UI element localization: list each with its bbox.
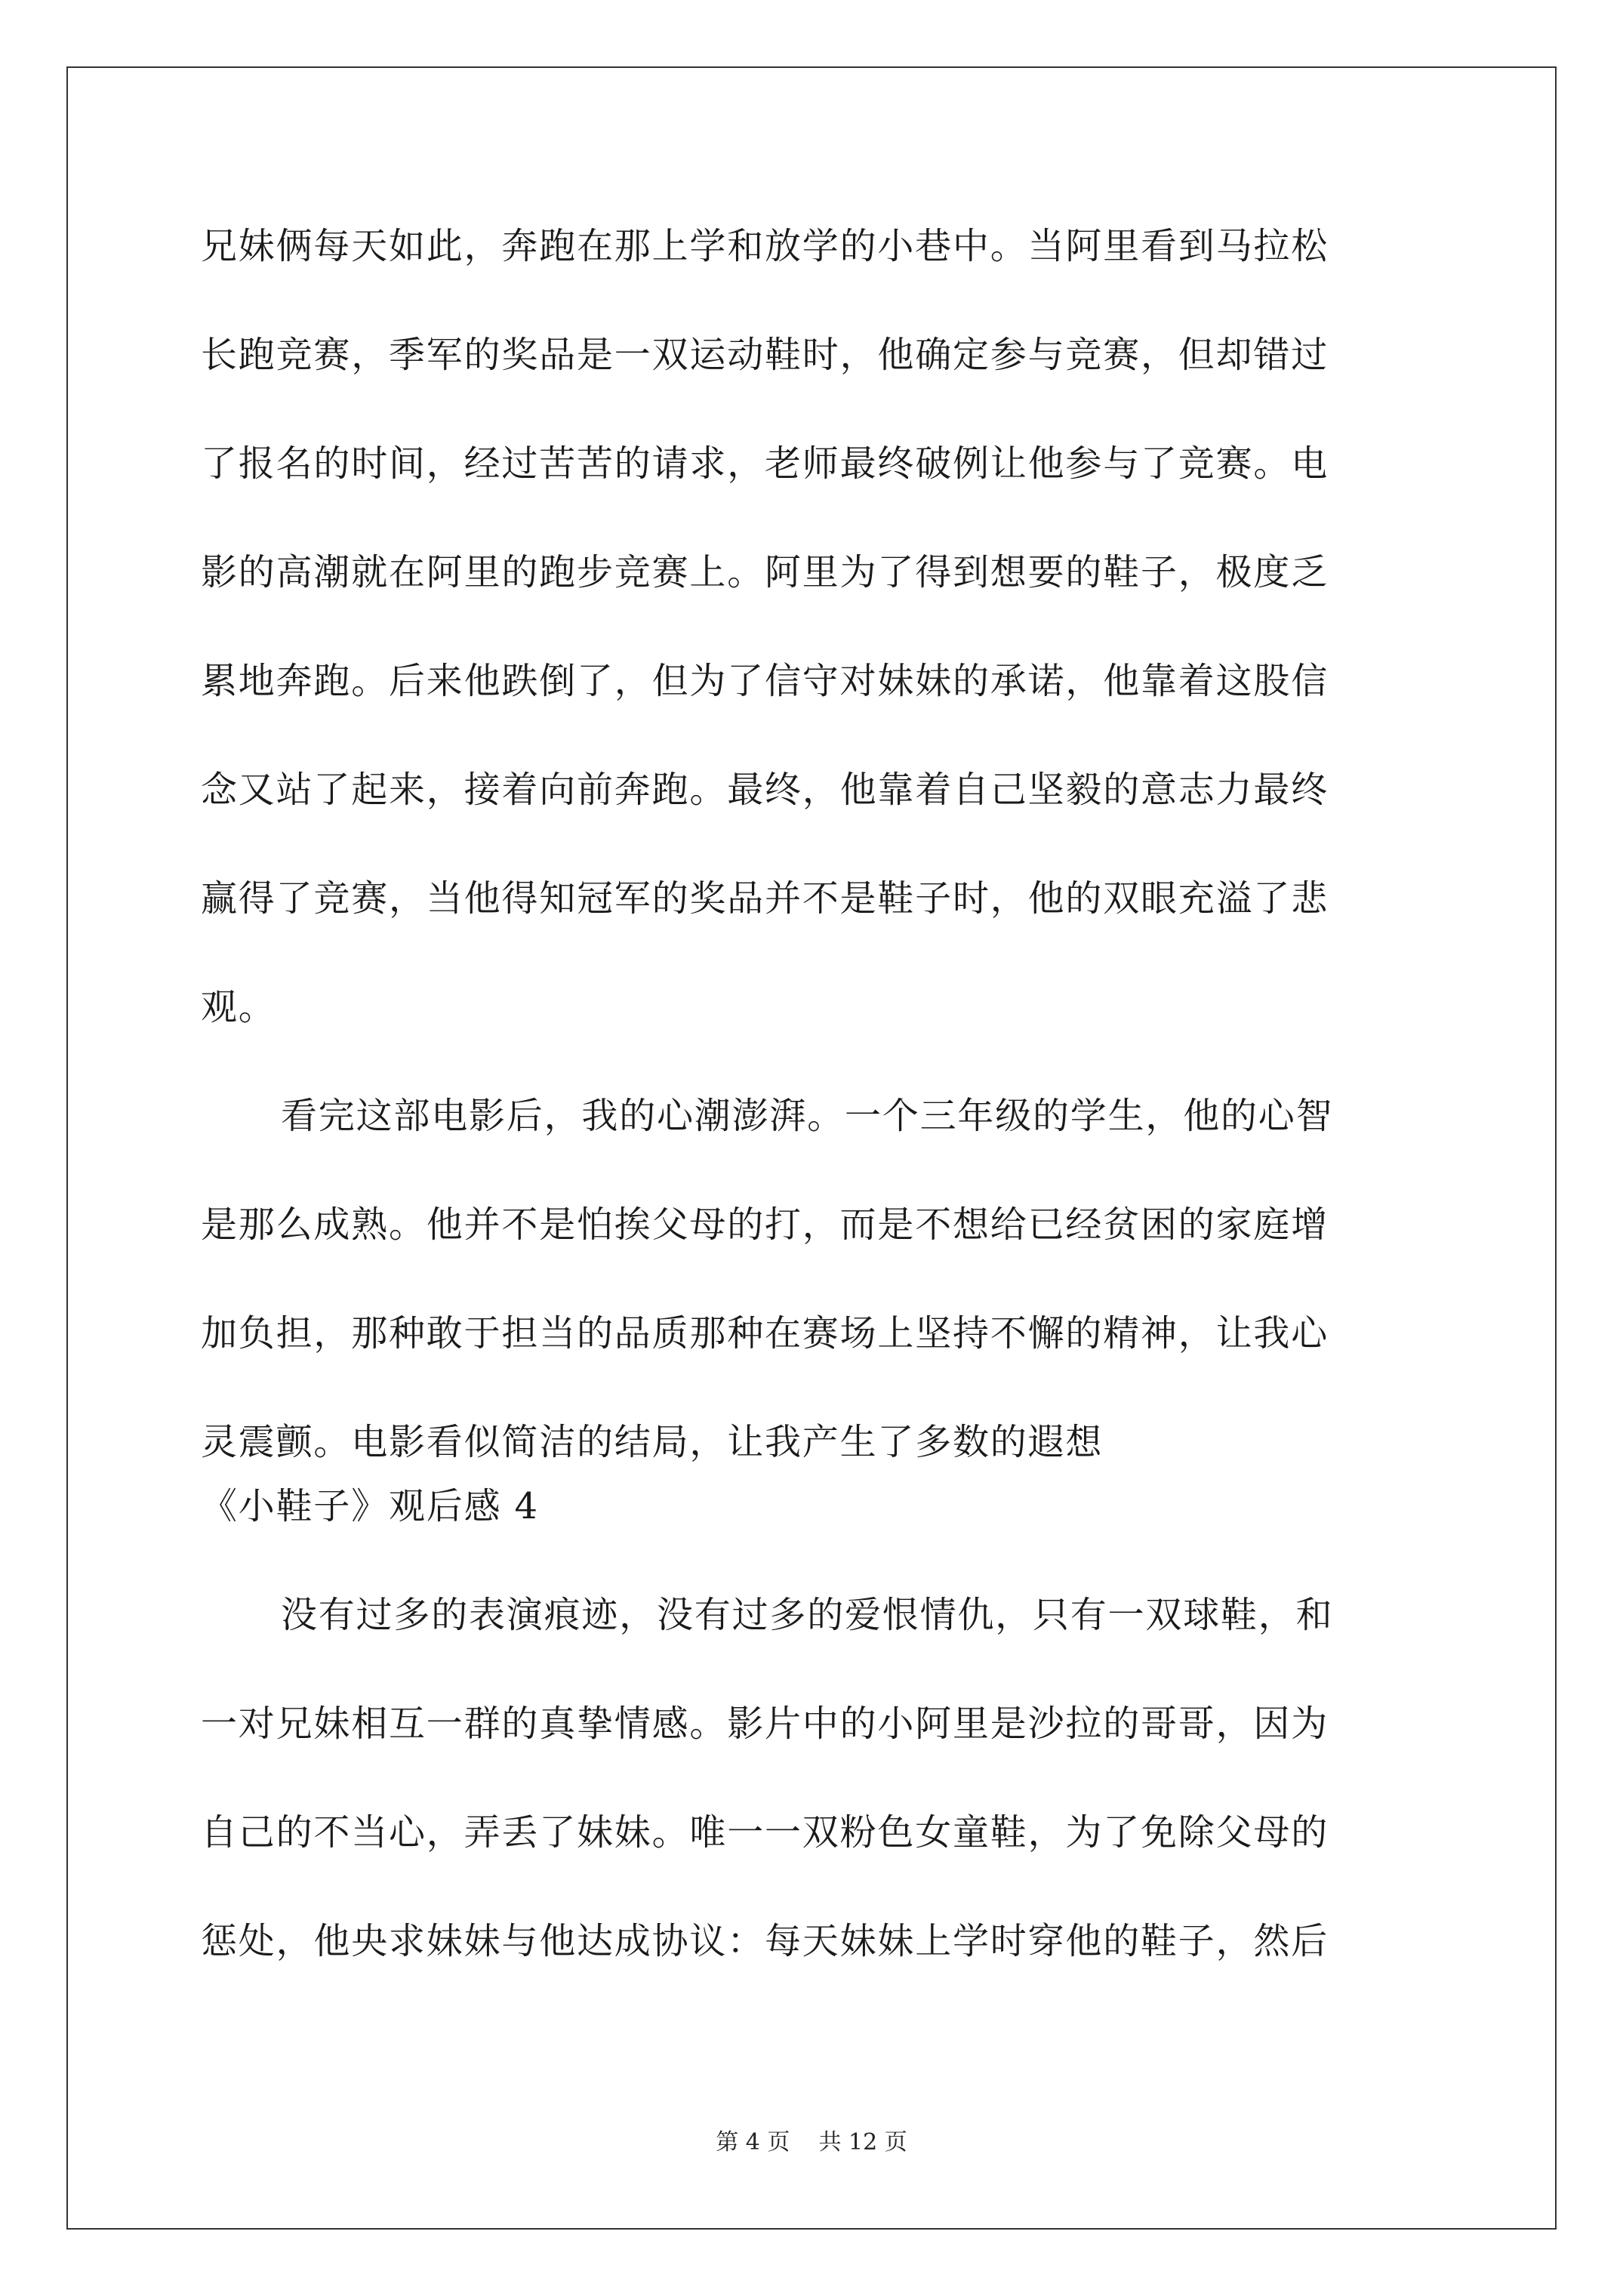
paragraph-review-4 [201, 1588, 1433, 1969]
text-line: 自己的不当心，弄丢了妹妹。唯一一双粉色女童鞋，为了免除父母的 [201, 1811, 1329, 1854]
text-line: 是那么成熟。他并不是怕挨父母的打，而是不想给已经贫困的家庭增 [201, 1203, 1329, 1246]
text-line: 了报名的时间，经过苦苦的请求，老师最终破例让他参与了竞赛。电 [201, 442, 1329, 485]
document-body-upper [201, 219, 1433, 1470]
paragraph-reflection [201, 1089, 1433, 1470]
text-line: 灵震颤。电影看似简洁的结局，让我产生了多数的遐想 [201, 1421, 1104, 1463]
text-line: 加负担，那种敢于担当的品质那种在赛场上坚持不懈的精神，让我心 [201, 1312, 1329, 1354]
text-line: 兄妹俩每天如此，奔跑在那上学和放学的小巷中。当阿里看到马拉松 [201, 225, 1329, 267]
text-line: 影的高潮就在阿里的跑步竞赛上。阿里为了得到想要的鞋子，极度乏 [201, 551, 1329, 593]
text-line: 长跑竞赛，季军的奖品是一双运动鞋时，他确定参与竞赛，但却错过 [201, 334, 1329, 376]
page-number-footer: 第 4 页 共 12 页 [716, 2129, 907, 2156]
text-line: 看完这部电影后，我的心潮澎湃。一个三年级的学生，他的心智 [281, 1095, 1334, 1137]
text-line: 惩处，他央求妹妹与他达成协议：每天妹妹上学时穿他的鞋子，然后 [201, 1920, 1329, 1962]
paragraph-race [201, 219, 1433, 1035]
text-line: 赢得了竞赛，当他得知冠军的奖品并不是鞋子时，他的双眼充溢了悲 [201, 877, 1329, 920]
document-body-lower [201, 1588, 1433, 1969]
text-line: 念又站了起来，接着向前奔跑。最终，他靠着自己坚毅的意志力最终 [201, 769, 1329, 811]
text-line: 累地奔跑。后来他跌倒了，但为了信守对妹妹的承诺，他靠着这股信 [201, 660, 1329, 702]
text-line: 没有过多的表演痕迹，没有过多的爱恨情仇，只有一双球鞋，和 [281, 1594, 1334, 1636]
section-heading: 《小鞋子》观后感 4 [201, 1485, 539, 1527]
text-line: 观。 [201, 986, 276, 1028]
text-line: 一对兄妹相互一群的真挚情感。影片中的小阿里是沙拉的哥哥，因为 [201, 1703, 1329, 1745]
